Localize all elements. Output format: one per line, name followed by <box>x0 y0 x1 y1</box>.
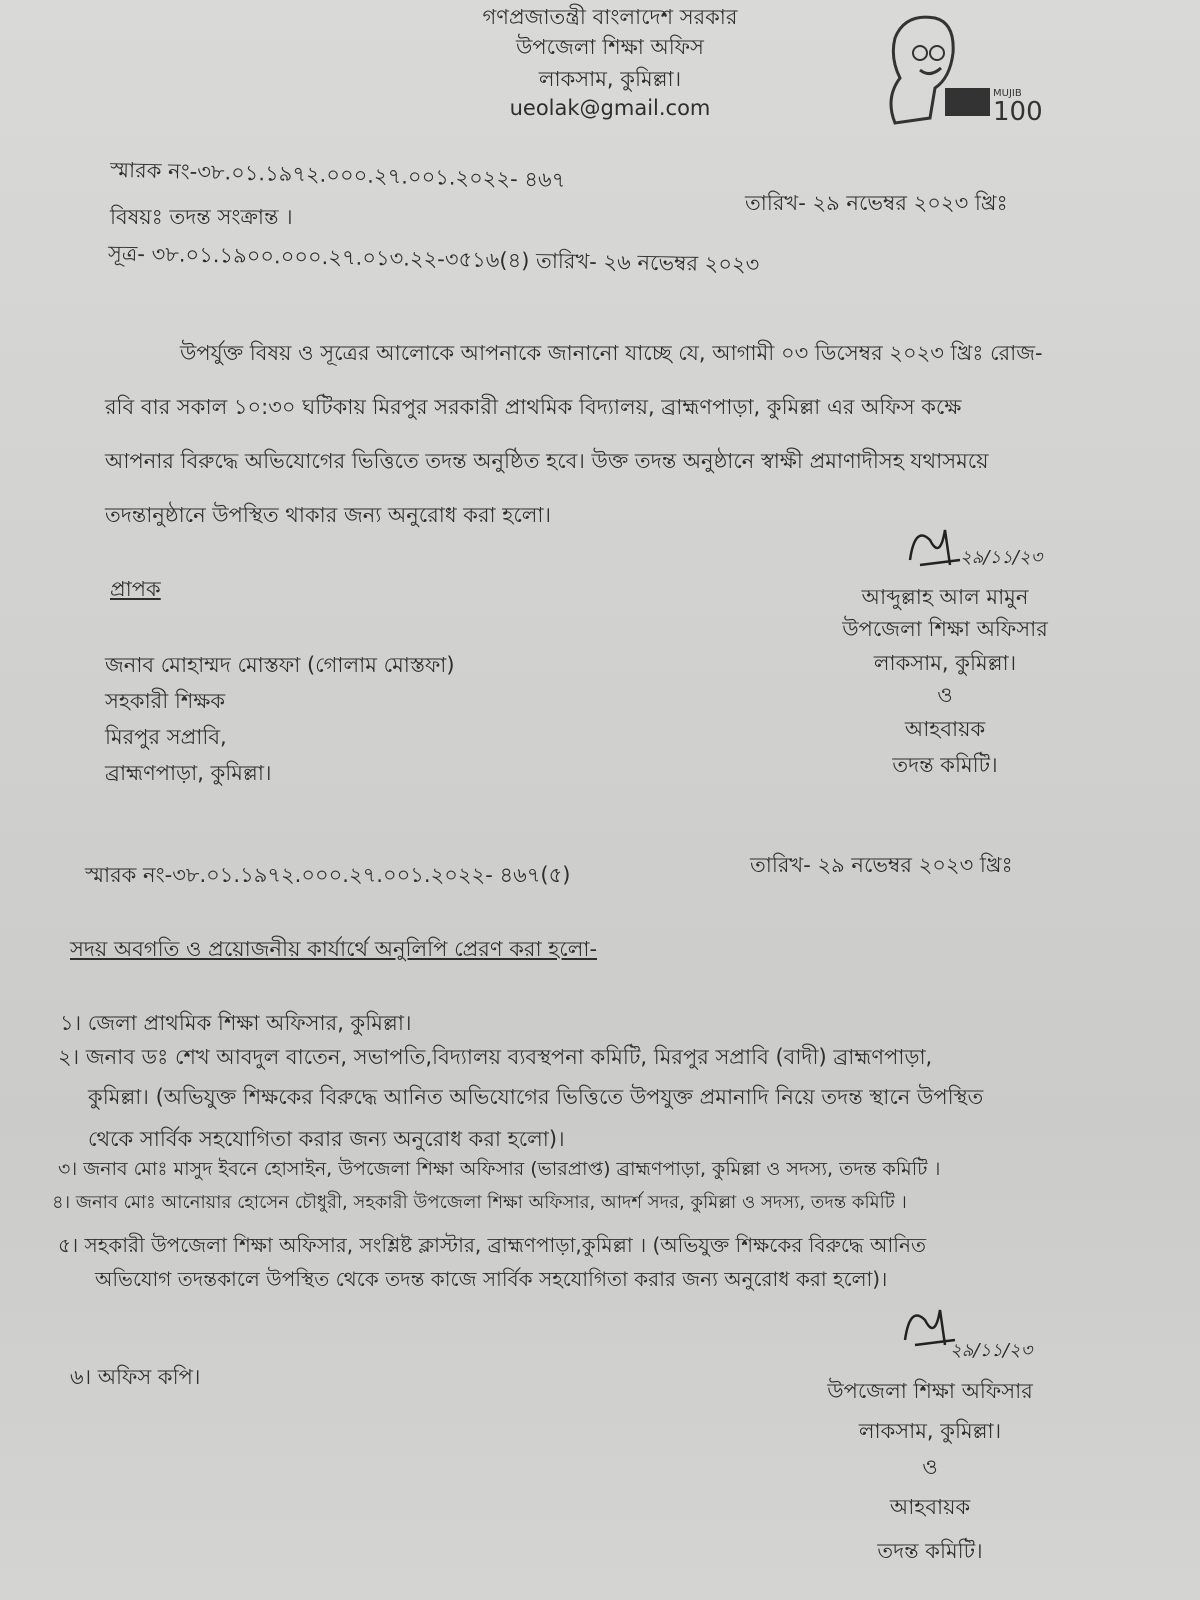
handwritten-date: ২৯/১১/২৩ <box>960 547 1043 568</box>
body-line: রবি বার সকাল ১০:৩০ ঘটিকায় মিরপুর সরকারী প্রাথমিক বিদ্যালয়, ব্রাহ্মণপাড়া, কুমিল্লা এর অফিস কক্ষে <box>105 395 962 419</box>
memo-reference: সূত্র- ৩৮.০১.১৯০০.০০০.২৭.০১৩.২২-৩৫১৬(৪) তারিখ- ২৬ নভেম্বর ২০২৩ <box>107 241 760 277</box>
signatory-line: তদন্ত কমিটি। <box>877 1539 983 1563</box>
copy-item: থেকে সার্বিক সহযোগিতা করার জন্য অনুরোধ করা হলো)। <box>88 1127 565 1151</box>
recipient-heading: প্রাপক <box>110 577 161 601</box>
signatory-line: আহবায়ক <box>904 717 986 741</box>
mujib-100-logo <box>875 8 1065 128</box>
copy-heading: সদয় অবগতি ও প্রয়োজনীয় কার্যার্থে অনুলিপি প্রেরণ করা হলো- <box>70 937 598 961</box>
copy-item: কুমিল্লা। (অভিযুক্ত শিক্ষকের বিরুদ্ধে আনিত অভিযোগের ভিত্তিতে উপযুক্ত প্রমানাদি নিয়ে তদন্ত স্থানে উপস্থিত <box>88 1085 984 1109</box>
handwritten-date: ২৯/১১/২৩ <box>950 1340 1033 1361</box>
office-location: লাকসাম, কুমিল্লা। <box>538 67 682 91</box>
memo2-number: স্মারক নং-৩৮.০১.১৯৭২.০০০.২৭.০০১.২০২২- ৪৬৭(৫) <box>85 863 571 887</box>
copy-item: ৬। অফিস কপি। <box>70 1365 201 1389</box>
office-email: ueolak@gmail.com <box>509 96 711 120</box>
copy-item: ৩। জনাব মোঃ মাসুদ ইবনে হোসাইন, উপজেলা শিক্ষা অফিসার (ভারপ্রাপ্ত) ব্রাহ্মণপাড়া, কুমিল্লা ও সদস্য, তদন্ত কমিটি । <box>58 1158 941 1180</box>
signatory-line: লাকসাম, কুমিল্লা। <box>873 651 1017 675</box>
recipient-line: জনাব মোহাম্মদ মোস্তফা (গোলাম মোস্তফা) <box>105 653 455 677</box>
office-name: উপজেলা শিক্ষা অফিস <box>516 35 704 59</box>
copy-item: অভিযোগ তদন্তকালে উপস্থিত থেকে তদন্ত কাজে সার্বিক সহযোগিতা করার জন্য অনুরোধ করা হলো)। <box>95 1267 888 1291</box>
recipient-line: সহকারী শিক্ষক <box>105 689 226 713</box>
signatory-line: তদন্ত কমিটি। <box>892 753 998 777</box>
signatory-line: লাকসাম, কুমিল্লা। <box>858 1419 1002 1443</box>
recipient-line: ব্রাহ্মণপাড়া, কুমিল্লা। <box>105 761 272 785</box>
copy-item: ২। জনাব ডঃ শেখ আবদুল বাতেন, সভাপতি,বিদ্যালয় ব্যবস্থপনা কমিটি, মিরপুর সপ্রাবি (বাদী) ব্রাহ্মণপাড়া, <box>58 1045 933 1069</box>
body-line: আপনার বিরুদ্ধে অভিযোগের ভিত্তিতে তদন্ত অনুষ্ঠিত হবে। উক্ত তদন্ত অনুষ্ঠানে স্বাক্ষী প্রমাণাদীসহ যথাসময়ে <box>105 449 989 473</box>
signatory-line: উপজেলা শিক্ষা অফিসার <box>827 1379 1033 1403</box>
recipient-line: মিরপুর সপ্রাবি, <box>105 725 227 749</box>
body-line: তদন্তানুষ্ঠানে উপস্থিত থাকার জন্য অনুরোধ করা হলো। <box>105 503 552 527</box>
signatory-line: আহবায়ক <box>889 1495 971 1519</box>
signatory-name: আব্দুল্লাহ আল মামুন <box>861 585 1029 609</box>
copy-item: ৪। জনাব মোঃ আনোয়ার হোসেন চৌধুরী, সহকারী উপজেলা শিক্ষা অফিসার, আদর্শ সদর, কুমিল্লা ও সদস্য, তদন্ত কমিটি । <box>52 1192 907 1213</box>
svg-text:MUJIB: MUJIB <box>993 88 1022 99</box>
signatory-line: উপজেলা শিক্ষা অফিসার <box>842 617 1048 641</box>
memo-date: তারিখ- ২৯ নভেম্বর ২০২৩ খ্রিঃ <box>745 191 1008 215</box>
svg-text:100: 100 <box>993 97 1043 127</box>
copy-item: ৫। সহকারী উপজেলা শিক্ষা অফিসার, সংশ্লিষ্ট ক্লাস্টার, ব্রাহ্মণপাড়া,কুমিল্লা । (অভিযুক্ত শিক্ষকের বিরুদ্ধে আনিত <box>58 1233 926 1257</box>
signatory-line: ও <box>922 1455 938 1479</box>
memo2-date: তারিখ- ২৯ নভেম্বর ২০২৩ খ্রিঃ <box>750 853 1013 877</box>
memo-number: স্মারক নং-৩৮.০১.১৯৭২.০০০.২৭.০০১.২০২২- ৪৬৭ <box>109 157 566 193</box>
copy-item: ১। জেলা প্রাথমিক শিক্ষা অফিসার, কুমিল্লা। <box>60 1011 412 1035</box>
signatory-line: ও <box>937 683 953 707</box>
body-line: উপর্যুক্ত বিষয় ও সূত্রের আলোকে আপনাকে জানানো যাচ্ছে যে, আগামী ০৩ ডিসেম্বর ২০২৩ খ্রিঃ রোজ- <box>180 341 1043 365</box>
gov-name: গণপ্রজাতন্ত্রী বাংলাদেশ সরকার <box>482 5 738 29</box>
memo-subject: বিষয়ঃ তদন্ত সংক্রান্ত । <box>110 205 293 229</box>
